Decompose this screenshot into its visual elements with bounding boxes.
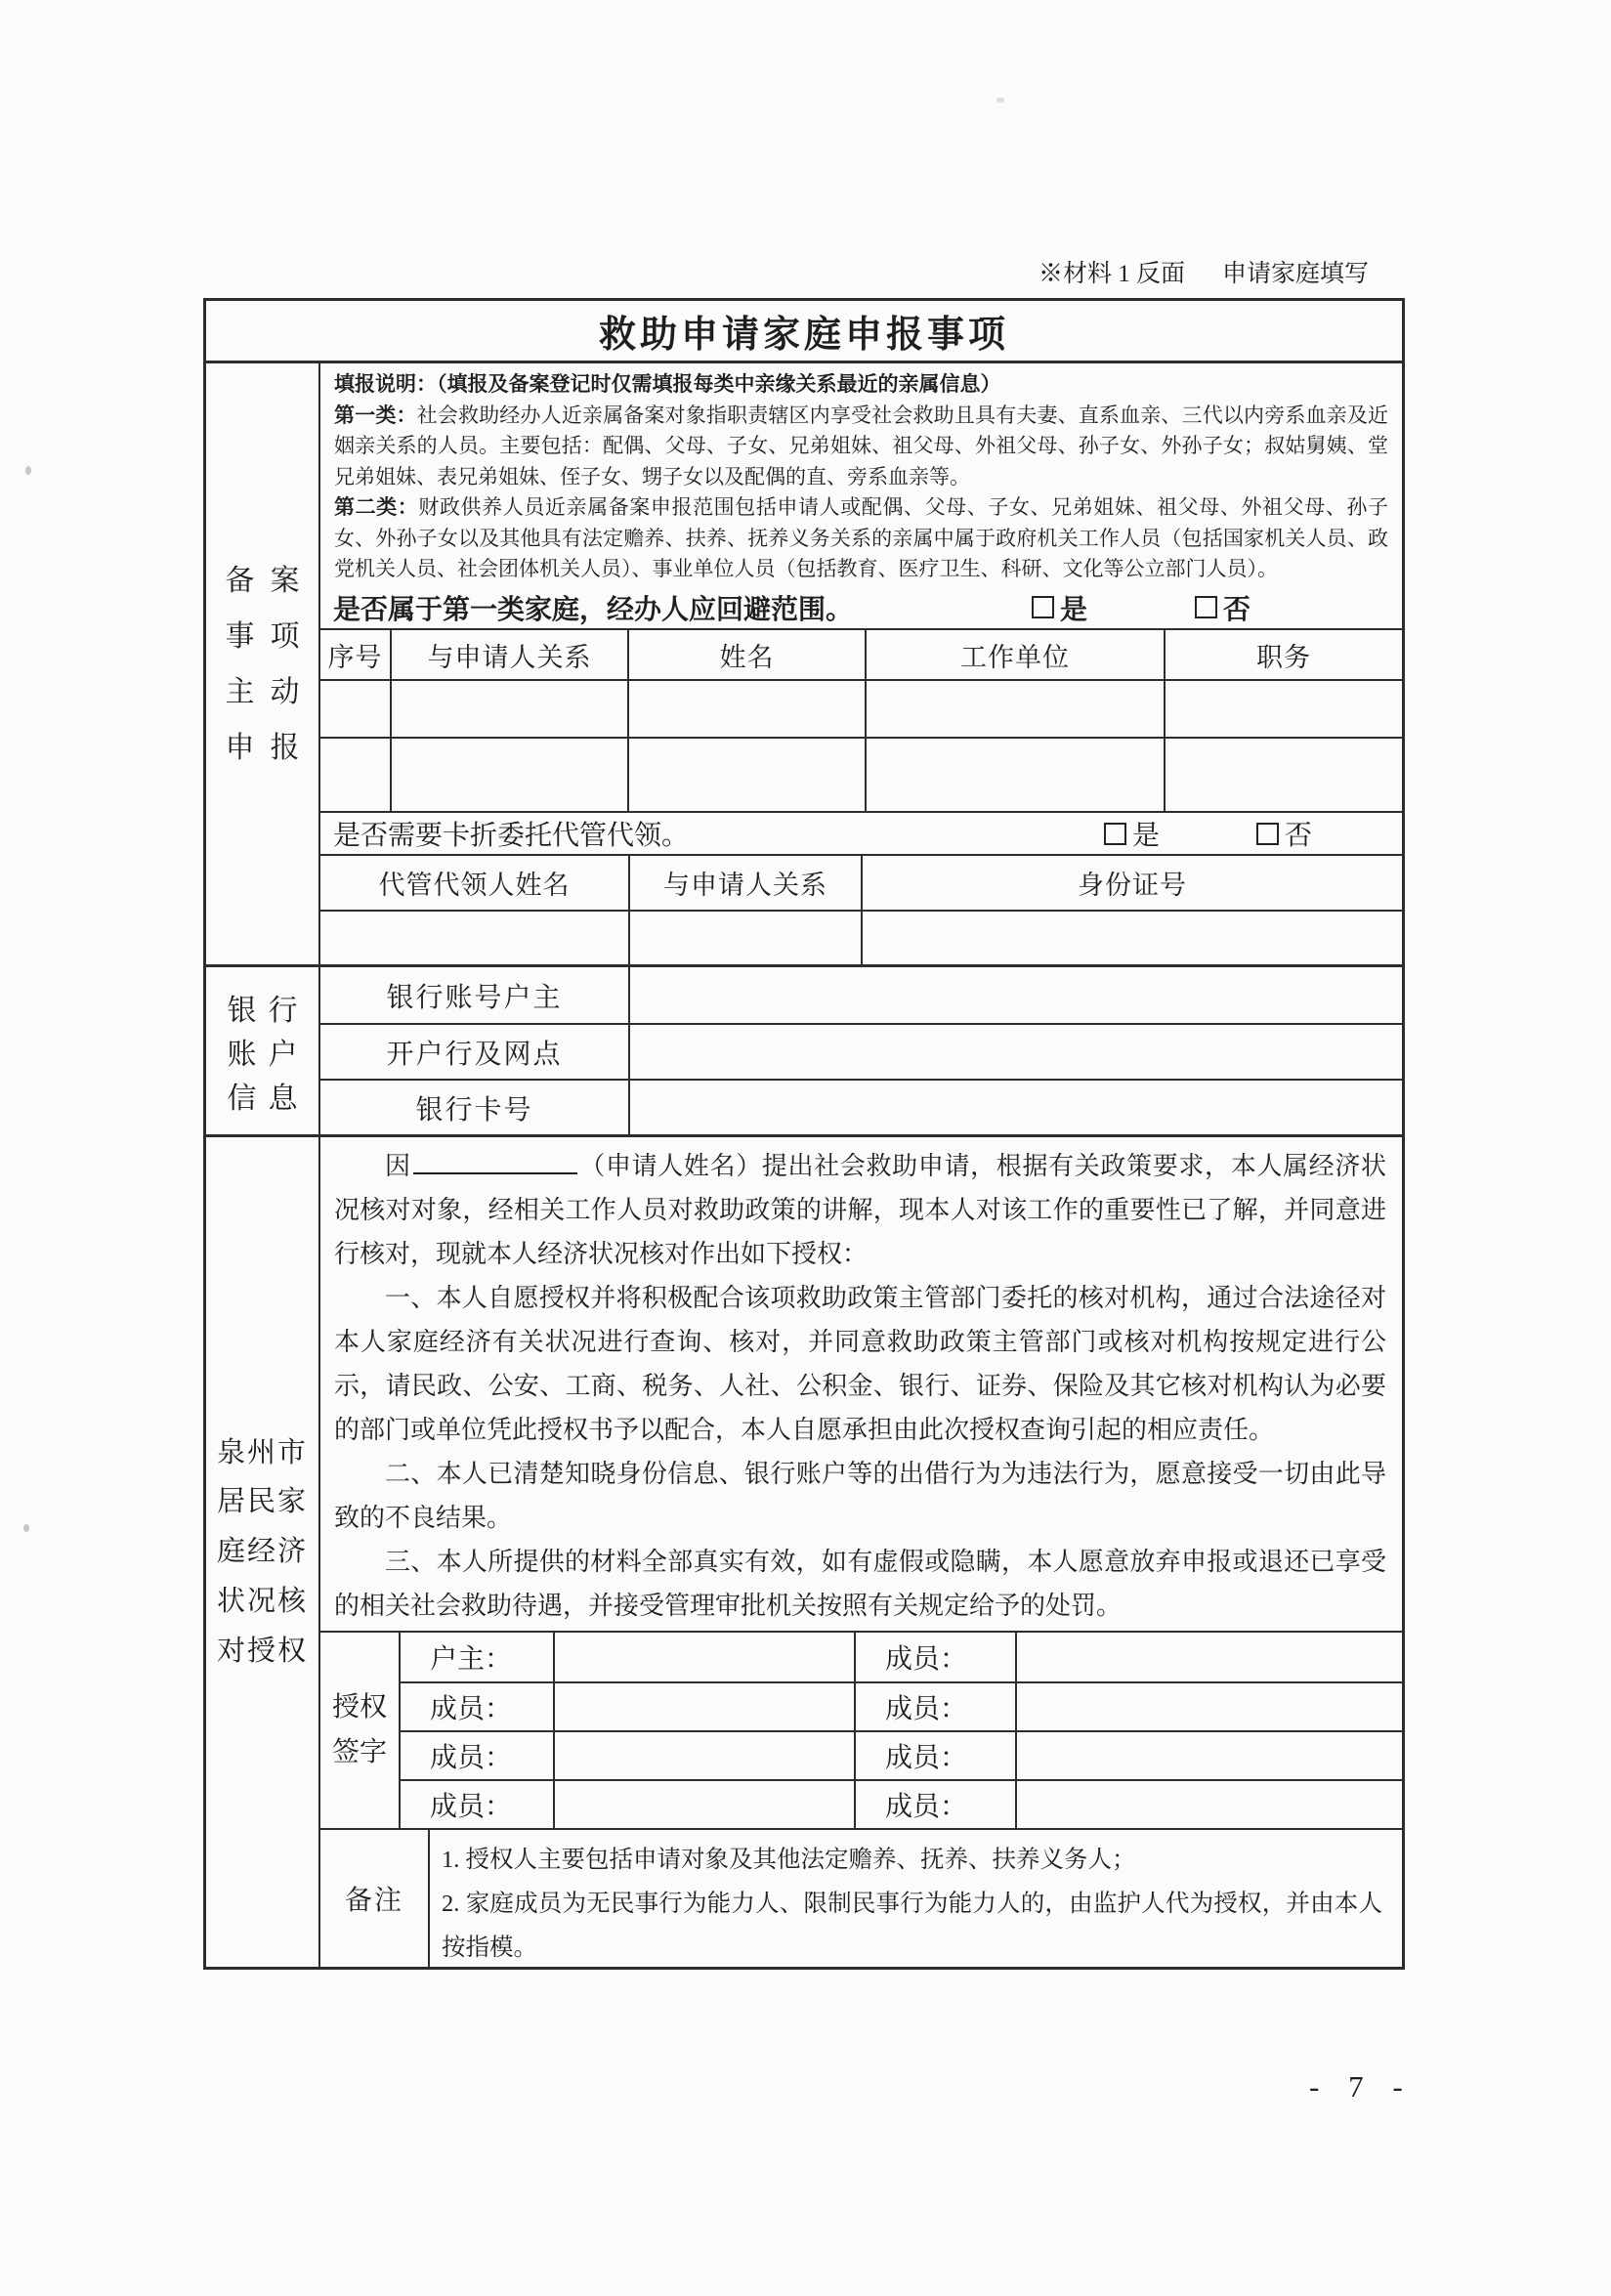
class2-paragraph: 第二类：财政供养人员近亲属备案申报范围包括申请人或配偶、父母、子女、兄弟姐妹、祖父母、外祖父母、孙子女、外孙子女以及其他具有法定赡养、扶养、抚养义务关系的亲属中属于政府机关工作人员（包括国家机关人员、政党机关人员、社会团体机关人员）、事业单位人员（包括教育、医疗卫生、科研、文化等公立部门人员）。 (334, 495, 1389, 580)
authorization-paragraph-2: 一、本人自愿授权并将积极配合该项救助政策主管部门委托的核对机构，通过合法途径对本人家庭经济有关状况进行查询、核对，并同意救助政策主管部门或核对机构按规定进行公示，请民政、公安、工商、税务、人社、公积金、银行、证券、保险及其它核对机构认为必要的部门或单位凭此授权书予以配合，本人自愿承担由此次授权查询引起的相应责任。 (334, 1284, 1386, 1444)
sidebar-line: 对授权 (216, 1635, 308, 1667)
sidebar-line: 签字 (331, 1737, 387, 1767)
signer-label: 成员： (401, 1781, 555, 1828)
relatives-table (320, 628, 1402, 811)
signature-blank (555, 1633, 856, 1681)
empty-field-cell (630, 967, 1402, 1023)
bank-row-account-holder (320, 967, 1402, 1023)
declaration-form-table (203, 298, 1405, 1970)
empty-field-cell (392, 681, 629, 737)
remark-item: 1. 授权人主要包括申请对象及其他法定赡养、抚养、扶养义务人； (442, 1847, 1136, 1873)
signature-row (401, 1633, 1402, 1681)
column-header: 与申请人关系 (630, 856, 863, 910)
sidebar-line: 备案 (225, 564, 316, 597)
sidebar-line: 庭经济 (216, 1536, 308, 1568)
checkbox-label: 是 (1132, 821, 1161, 851)
column-header: 姓名 (629, 630, 867, 679)
checkbox-square-icon (1195, 596, 1217, 618)
empty-field-cell (867, 739, 1166, 811)
sidebar-line: 泉州市 (216, 1436, 308, 1468)
column-header: 与申请人关系 (392, 630, 629, 679)
column-header: 身份证号 (1078, 871, 1187, 900)
delegate-table (320, 854, 1402, 964)
checkbox-no (1256, 814, 1312, 853)
empty-field-cell (863, 912, 1402, 964)
table-row (320, 679, 1402, 737)
signature-row (401, 1779, 1402, 1828)
signature-blank (1017, 1732, 1402, 1779)
empty-field-cell (1166, 681, 1402, 737)
signer-label: 成员： (401, 1683, 555, 1730)
signature-blank (555, 1683, 856, 1730)
scan-artifact (996, 98, 1004, 103)
sidebar-signature (320, 1633, 401, 1828)
sidebar-line: 主动 (225, 675, 316, 708)
checkbox-label: 是 (1060, 594, 1088, 625)
form-title: 救助申请家庭申报事项 (206, 301, 1402, 363)
column-header: 工作单位 (867, 630, 1166, 679)
scan-artifact (23, 1524, 29, 1532)
table-row (320, 737, 1402, 811)
remark-item: 2. 家庭成员为无民事行为能力人、限制民事行为能力人的，由监护人代为授权，并由本人按指模。 (442, 1891, 1382, 1961)
table-row (320, 910, 1402, 964)
empty-field-cell (320, 681, 392, 737)
checkbox-yes (1032, 588, 1087, 627)
checkbox-label: 否 (1285, 821, 1313, 851)
sidebar-line: 居民家 (216, 1486, 308, 1518)
empty-field-cell (867, 681, 1166, 737)
fill-by-note: 申请家庭填写 (1222, 261, 1370, 287)
sidebar-line: 状况核 (216, 1585, 308, 1617)
empty-field-cell (1166, 739, 1402, 811)
section-record-declaration (206, 363, 1402, 964)
signature-row (401, 1681, 1402, 1730)
empty-field-cell (630, 1025, 1402, 1079)
relatives-table-header (320, 630, 1402, 679)
bank-row-card-number (320, 1079, 1402, 1134)
remarks-block (320, 1828, 1402, 1967)
signature-blank (555, 1732, 856, 1779)
scan-artifact (25, 466, 31, 475)
signature-block (320, 1631, 1402, 1828)
bank-row-branch (320, 1023, 1402, 1079)
checkbox-label: 否 (1223, 594, 1251, 625)
checkbox-square-icon (1256, 823, 1279, 845)
filling-instructions (320, 363, 1402, 586)
question-text: 是否属于第一类家庭，经办人应回避范围。 (333, 594, 854, 625)
signature-blank (1017, 1781, 1402, 1828)
sidebar-record-declaration (206, 363, 320, 964)
question-text: 是否需要卡折委托代管代领。 (333, 821, 690, 851)
field-label: 开户行及网点 (320, 1025, 630, 1079)
section-verification-authorization (206, 1134, 1402, 1967)
instructions-heading: 填报说明：（填报及备案登记时仅需填报每类中亲缘关系最近的亲属信息） (334, 372, 1001, 396)
signer-label: 成员： (401, 1732, 555, 1779)
header-note (1039, 254, 1369, 289)
authorization-paragraph-4: 三、本人所提供的材料全部真实有效，如有虚假或隐瞒，本人愿意放弃申报或退还已享受的相关社会救助待遇，并接受管理审批机关按照有关规定给予的处罚。 (334, 1548, 1386, 1620)
sidebar-line: 申报 (225, 731, 316, 764)
sidebar-line: 账户 (227, 1038, 310, 1071)
delegate-table-header (320, 856, 1402, 910)
column-header: 代管代领人姓名 (320, 856, 630, 910)
question-delegate-collection (320, 811, 1402, 854)
sidebar-line: 事项 (225, 619, 316, 653)
empty-field-cell (630, 1081, 1402, 1134)
signature-row (401, 1730, 1402, 1779)
column-header: 序号 (320, 630, 392, 679)
section-bank-account (206, 964, 1402, 1134)
checkbox-square-icon (1104, 823, 1126, 845)
signer-label: 成员： (856, 1732, 1017, 1779)
authorization-statement (320, 1137, 1402, 1631)
sidebar-bank-account (206, 967, 320, 1134)
sidebar-verification-authorization (206, 1137, 320, 1967)
empty-field-cell (629, 681, 867, 737)
empty-field-cell (629, 739, 867, 811)
class1-paragraph: 第一类：社会救助经办人近亲属备案对象指职责辖区内享受社会救助且具有夫妻、直系血亲、三代以内旁系血亲及近姻亲关系的人员。主要包括：配偶、父母、子女、兄弟姐妹、祖父母、外祖父母、孙子女、外孙子女；叔姑舅姨、堂兄弟姐妹、表兄弟姐妹、侄子女、甥子女以及配偶的直、旁系血亲等。 (334, 403, 1388, 489)
checkbox-no (1195, 588, 1251, 627)
signer-label: 成员： (856, 1683, 1017, 1730)
sidebar-line: 信息 (227, 1082, 310, 1115)
page-number: - 7 - (1309, 2069, 1404, 2104)
fill-in-blank-line (413, 1147, 577, 1174)
remarks-label: 备注 (320, 1830, 430, 1967)
remarks-content (430, 1830, 1402, 1967)
empty-field-cell (320, 912, 630, 964)
sidebar-line: 授权 (331, 1691, 387, 1722)
field-label: 银行账号户主 (320, 967, 630, 1023)
empty-field-cell (320, 739, 392, 811)
field-label: 银行卡号 (320, 1081, 630, 1134)
signer-label: 成员： (856, 1781, 1017, 1828)
material-side-note: ※材料 1 反面 (1039, 261, 1186, 287)
authorization-paragraph-1: 因 （申请人姓名）提出社会救助申请，根据有关政策要求，本人属经济状况核对对象，经相关工作人员对救助政策的讲解，现本人对该工作的重要性已了解，并同意进行核对，现就本人经济状况核对作出如下授权： (334, 1144, 1386, 1276)
signature-blank (1017, 1633, 1402, 1681)
empty-field-cell (392, 739, 629, 811)
question-first-class-family (320, 586, 1402, 628)
empty-field-cell (630, 912, 863, 964)
sidebar-line: 银行 (227, 994, 310, 1027)
column-header: 职务 (1256, 642, 1311, 672)
signature-blank (555, 1781, 856, 1828)
checkbox-yes (1104, 814, 1160, 853)
signer-label: 户主： (401, 1633, 555, 1681)
signer-label: 成员： (856, 1633, 1017, 1681)
signature-blank (1017, 1683, 1402, 1730)
authorization-paragraph-3: 二、本人已清楚知晓身份信息、银行账户等的出借行为为违法行为，愿意接受一切由此导致的不良结果。 (334, 1460, 1386, 1532)
checkbox-square-icon (1032, 596, 1054, 618)
